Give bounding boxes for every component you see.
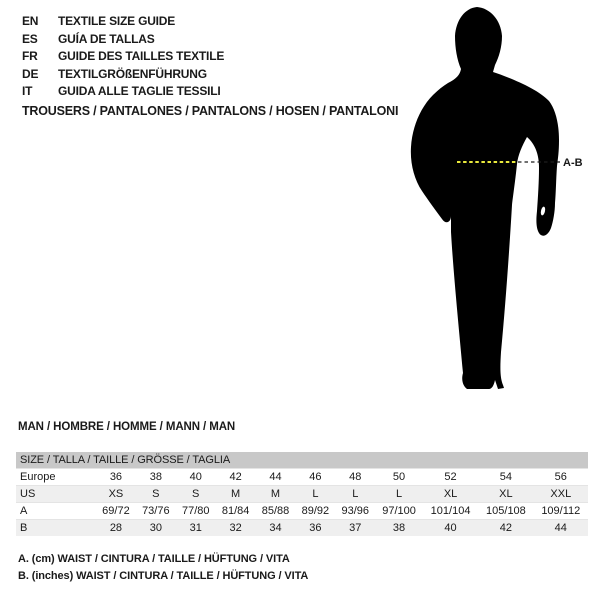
size-cell: S: [152, 488, 160, 500]
size-cell: 42: [229, 471, 242, 483]
size-cell: 46: [309, 471, 322, 483]
measurement-notes: [18, 551, 308, 584]
size-table-wrap: [16, 452, 588, 536]
language-list: [22, 13, 224, 101]
language-row: [22, 48, 224, 66]
language-row: [22, 31, 224, 49]
language-row: [22, 83, 224, 101]
size-cell: 30: [149, 522, 162, 534]
man-silhouette-figure: [395, 0, 600, 420]
note-line: B. (inches) WAIST / CINTURA / TAILLE / HÜFTUNG / VITA: [18, 569, 309, 582]
size-cell: 40: [444, 522, 457, 534]
man-silhouette: [411, 7, 559, 389]
language-label: GUIDA ALLE TAGLIE TESSILI: [58, 84, 221, 98]
size-cell: XXL: [550, 488, 572, 500]
measure-label: A-B: [563, 157, 583, 169]
size-cell: 93/96: [341, 505, 370, 517]
size-cell: 105/108: [486, 505, 526, 517]
language-label: GUÍA DE TALLAS: [58, 31, 155, 46]
language-label: GUIDE DES TAILLES TEXTILE: [58, 49, 225, 63]
row-label: A: [20, 505, 28, 517]
size-cell: L: [395, 488, 403, 500]
category-title: TROUSERS / PANTALONES / PANTALONS / HOSEN / PANTALONI: [22, 104, 399, 118]
language-code: ES: [22, 31, 38, 46]
size-cell: XL: [443, 488, 458, 500]
row-label: US: [20, 488, 36, 500]
size-cell: 42: [499, 522, 513, 534]
size-cell: M: [270, 488, 281, 500]
size-cell: 37: [349, 522, 362, 534]
size-cell: 32: [229, 522, 242, 534]
table-row: [16, 469, 588, 486]
size-cell: 38: [392, 522, 406, 534]
size-cell: 40: [189, 471, 202, 483]
size-table-header-row: [16, 452, 588, 469]
size-cell: 85/88: [261, 505, 290, 517]
section-title-man: MAN / HOMBRE / HOMME / MANN / MAN: [18, 421, 236, 433]
size-cell: 44: [554, 522, 567, 534]
size-cell: 89/92: [301, 505, 330, 517]
size-cell: 81/84: [221, 505, 250, 517]
size-cell: 77/80: [181, 505, 210, 517]
row-label: B: [20, 522, 28, 534]
table-row: [16, 486, 588, 503]
language-code: IT: [22, 84, 33, 98]
size-cell: 38: [149, 471, 162, 483]
size-table-body: [16, 469, 588, 537]
size-cell: 28: [109, 522, 123, 534]
language-label: TEXTILE SIZE GUIDE: [58, 14, 176, 28]
size-cell: 31: [189, 522, 202, 534]
size-cell: S: [192, 488, 200, 500]
size-cell: 36: [109, 471, 123, 483]
size-cell: 34: [269, 522, 282, 534]
language-row: [22, 66, 224, 84]
size-table: [16, 452, 588, 536]
size-cell: XS: [108, 488, 124, 500]
language-code: FR: [22, 49, 38, 63]
language-row: [22, 13, 224, 31]
size-cell: 48: [349, 471, 362, 483]
size-cell: 109/112: [541, 505, 581, 517]
language-code: DE: [22, 66, 39, 81]
size-cell: 54: [499, 471, 513, 483]
size-cell: 50: [392, 471, 406, 483]
man-silhouette-svg: [395, 0, 600, 420]
size-table-header: SIZE / TALLA / TAILLE / GRÖSSE / TAGLIA: [16, 452, 588, 469]
size-cell: L: [352, 488, 359, 500]
size-cell: 56: [554, 471, 567, 483]
size-cell: 73/76: [142, 505, 170, 517]
size-cell: L: [312, 488, 319, 500]
table-row: [16, 503, 588, 520]
size-cell: 101/104: [430, 505, 471, 517]
size-cell: 36: [309, 522, 322, 534]
size-cell: 69/72: [102, 505, 130, 517]
size-cell: 44: [269, 471, 282, 483]
row-label: Europe: [20, 471, 56, 483]
note-line: A. (cm) WAIST / CINTURA / TAILLE / HÜFTUNG / VITA: [18, 553, 290, 565]
size-cell: 97/100: [382, 505, 416, 517]
language-label: TEXTILGRÖßENFÜHRUNG: [58, 66, 207, 81]
size-cell: 52: [444, 471, 457, 483]
table-row: [16, 520, 588, 537]
size-cell: XL: [499, 488, 513, 500]
size-cell: M: [231, 488, 241, 500]
language-code: EN: [22, 14, 39, 28]
